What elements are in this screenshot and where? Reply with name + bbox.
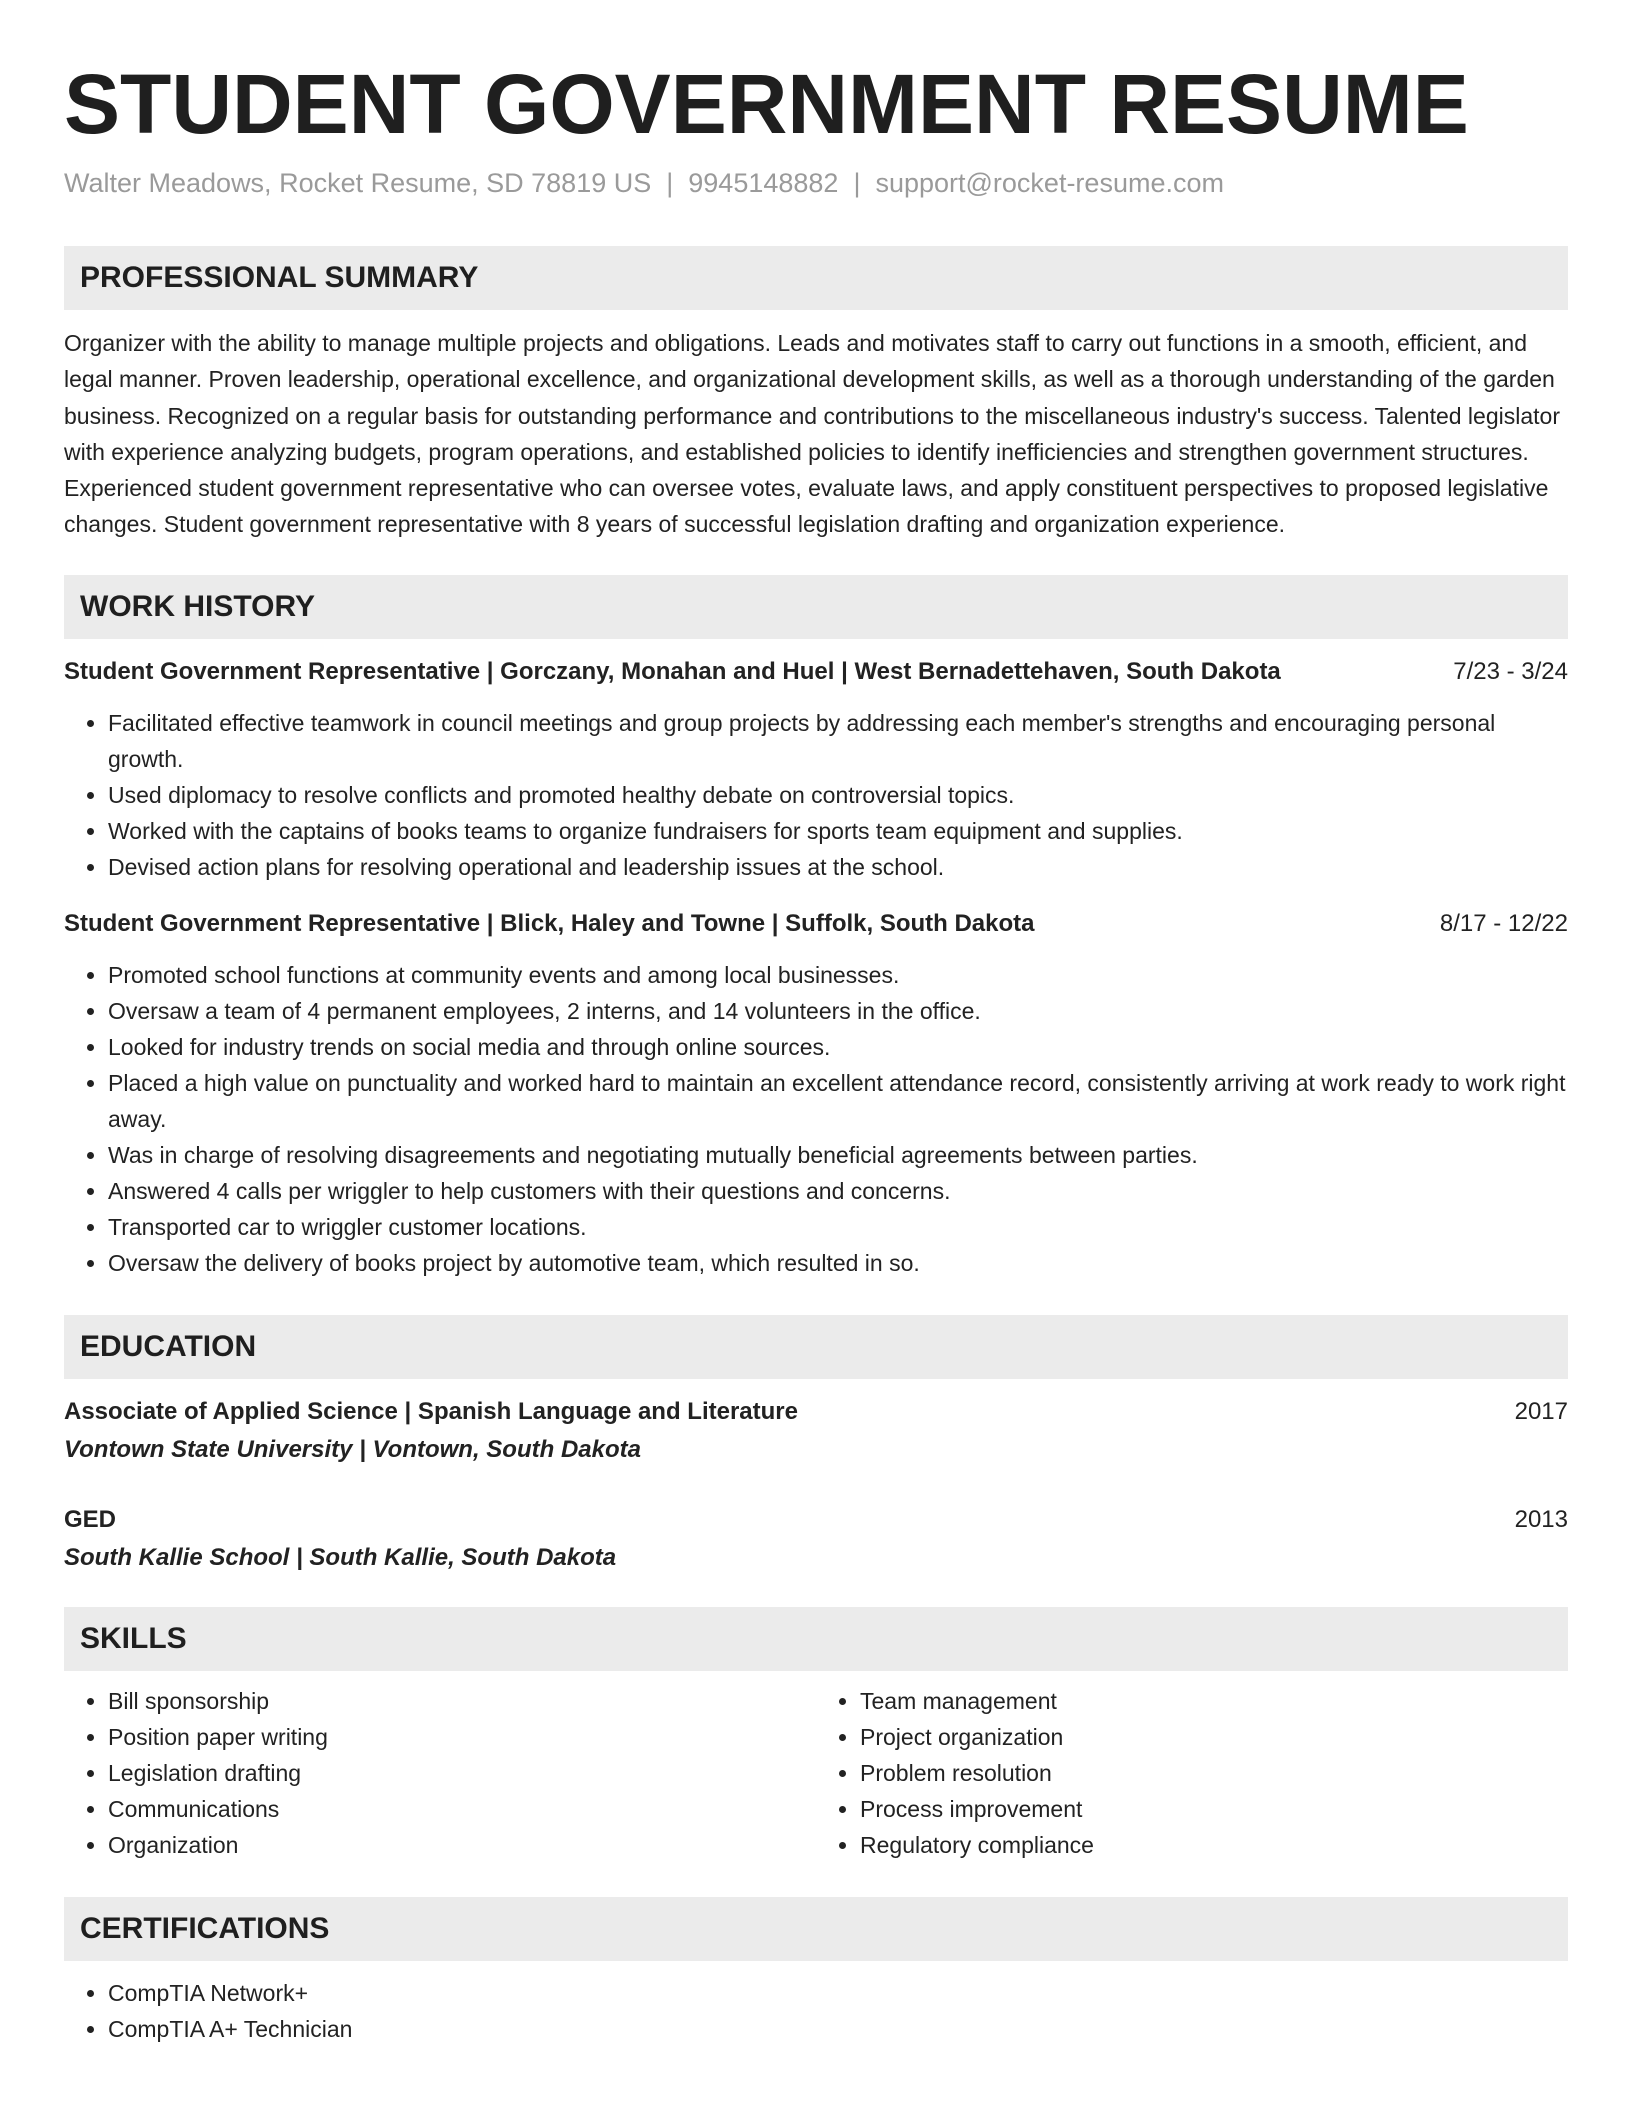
list-item: • Was in charge of resolving disagreements and negotiating mutually beneficial agreements between parties. bbox=[108, 1137, 1568, 1173]
job-entry bbox=[64, 907, 1568, 1281]
section-header-skills: SKILLS bbox=[64, 1607, 1568, 1671]
section-header-work: WORK HISTORY bbox=[64, 575, 1568, 639]
job-title: Student Government Representative | Blick, Haley and Towne | Suffolk, South Dakota bbox=[64, 909, 1035, 937]
list-item: • Oversaw the delivery of books project by automotive team, which resulted in so. bbox=[108, 1245, 1568, 1281]
education-year: 2017 bbox=[1514, 1397, 1568, 1425]
contact-separator: | bbox=[666, 168, 674, 198]
list-item: • Bill sponsorship bbox=[108, 1683, 816, 1719]
contact-address: Walter Meadows, Rocket Resume, SD 78819 US bbox=[64, 168, 652, 198]
list-item: • Placed a high value on punctuality and worked hard to maintain an excellent attendance record, consistently arriving at work ready to work right away. bbox=[108, 1065, 1568, 1137]
list-item: • Used diplomacy to resolve conflicts and promoted healthy debate on controversial topics. bbox=[108, 777, 1568, 813]
section-header-summary: PROFESSIONAL SUMMARY bbox=[64, 246, 1568, 310]
list-item: • Legislation drafting bbox=[108, 1755, 816, 1791]
list-item: • Oversaw a team of 4 permanent employees, 2 interns, and 14 volunteers in the office. bbox=[108, 993, 1568, 1029]
list-item: • Communications bbox=[108, 1791, 816, 1827]
contact-phone: 9945148882 bbox=[688, 168, 839, 198]
job-entry bbox=[64, 655, 1568, 885]
job-bullets bbox=[64, 957, 1568, 1281]
job-header bbox=[64, 655, 1568, 689]
list-item: • Process improvement bbox=[860, 1791, 1568, 1827]
list-item: • Position paper writing bbox=[108, 1719, 816, 1755]
job-dates: 8/17 - 12/22 bbox=[1439, 909, 1568, 937]
skills-list-right bbox=[816, 1683, 1568, 1863]
certifications-list bbox=[64, 1975, 1568, 2047]
education-entry bbox=[64, 1501, 1568, 1577]
summary-text: Organizer with the ability to manage multiple projects and obligations. Leads and motivates staff to carry out functions in a smooth, efficient, and legal manner. Proven leadership, operational excellence, and organizational development skills, as well as a thorough understanding of the garden business. Recognized on a regular basis for outstanding performance and contributions to the miscellaneous industry's success. Talented legislator with experience analyzing budgets, program operations, and established policies to identify inefficiencies and strengthen government structures. Experienced student government representative who can oversee votes, evaluate laws, and apply constituent perspectives to proposed legislative changes. Student government representative with 8 years of successful legislation drafting and organization experience. bbox=[64, 330, 1560, 538]
list-item: • Transported car to wriggler customer locations. bbox=[108, 1209, 1568, 1245]
job-header bbox=[64, 907, 1568, 941]
contact-separator: | bbox=[853, 168, 861, 198]
job-dates: 7/23 - 3/24 bbox=[1453, 657, 1568, 685]
job-bullets bbox=[64, 705, 1568, 885]
list-item: • Answered 4 calls per wriggler to help customers with their questions and concerns. bbox=[108, 1173, 1568, 1209]
education-header bbox=[64, 1393, 1568, 1431]
resume-title: STUDENT GOVERNMENT RESUME bbox=[64, 57, 1469, 151]
job-title: Student Government Representative | Gorczany, Monahan and Huel | West Bernadettehaven, South Dakota bbox=[64, 657, 1281, 685]
education-school: Vontown State University | Vontown, South Dakota bbox=[64, 1435, 641, 1463]
list-item: • Promoted school functions at community events and among local businesses. bbox=[108, 957, 1568, 993]
contact-email: support@rocket-resume.com bbox=[875, 168, 1224, 198]
education-degree: Associate of Applied Science | Spanish Language and Literature bbox=[64, 1397, 798, 1425]
education-header bbox=[64, 1501, 1568, 1539]
contact-line bbox=[64, 166, 1568, 200]
list-item: • Looked for industry trends on social media and through online sources. bbox=[108, 1029, 1568, 1065]
section-header-certifications: CERTIFICATIONS bbox=[64, 1897, 1568, 1961]
skills-list-left bbox=[64, 1683, 816, 1863]
list-item: • CompTIA A+ Technician bbox=[108, 2011, 1568, 2047]
education-school: South Kallie School | South Kallie, South Dakota bbox=[64, 1543, 617, 1571]
list-item: • Facilitated effective teamwork in council meetings and group projects by addressing each member's strengths and encouraging personal growth. bbox=[108, 705, 1568, 777]
list-item: • Worked with the captains of books teams to organize fundraisers for sports team equipment and supplies. bbox=[108, 813, 1568, 849]
list-item: • Team management bbox=[860, 1683, 1568, 1719]
list-item: • Project organization bbox=[860, 1719, 1568, 1755]
education-degree: GED bbox=[64, 1505, 117, 1533]
education-entry bbox=[64, 1393, 1568, 1469]
skills-columns bbox=[64, 1683, 1568, 1863]
list-item: • CompTIA Network+ bbox=[108, 1975, 1568, 2011]
list-item: • Regulatory compliance bbox=[860, 1827, 1568, 1863]
list-item: • Organization bbox=[108, 1827, 816, 1863]
list-item: • Problem resolution bbox=[860, 1755, 1568, 1791]
list-item: • Devised action plans for resolving operational and leadership issues at the school. bbox=[108, 849, 1568, 885]
section-header-education: EDUCATION bbox=[64, 1315, 1568, 1379]
education-year: 2013 bbox=[1514, 1505, 1568, 1533]
